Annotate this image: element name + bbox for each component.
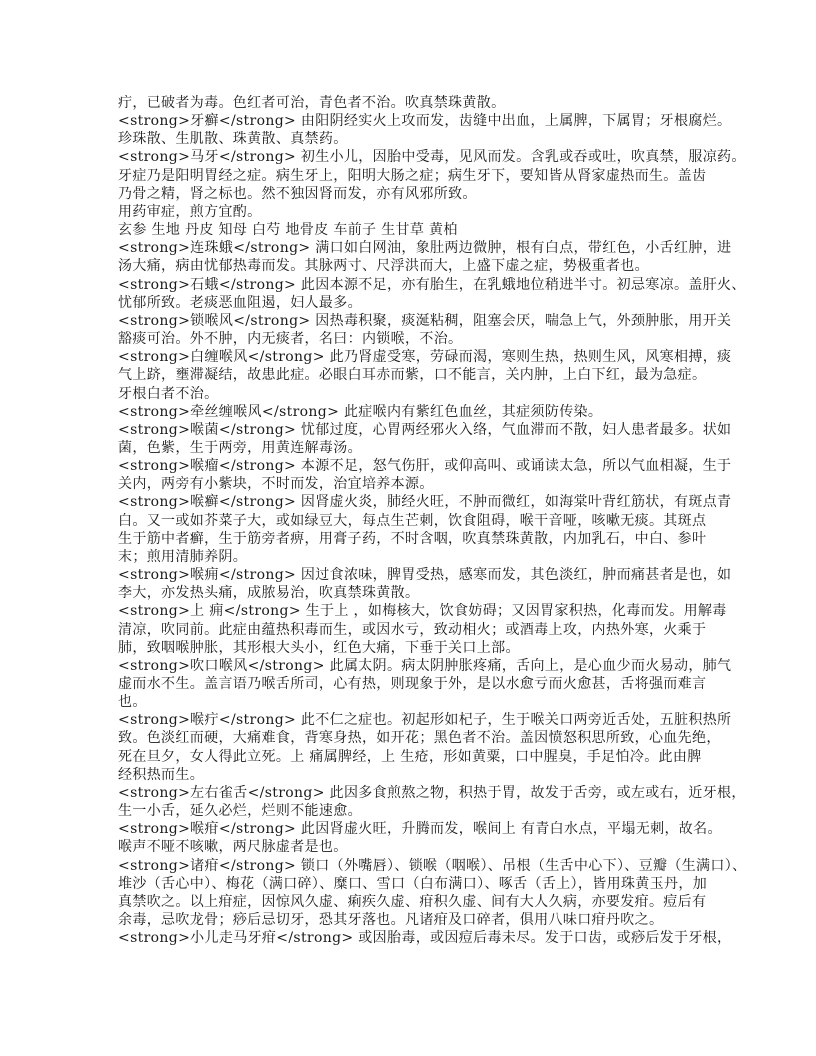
document-page	[118, 94, 747, 947]
text-line: 死在旦夕，女人得此立死。上 痛属脾经，上 生疮，形如黄粟，口中腥臭，手足怕冷。此由脾	[118, 748, 702, 765]
text-line: <strong>牵丝缠喉风</strong> 此症喉内有紫红色血丝，其症须防传染。	[118, 403, 603, 420]
text-line: 也。	[118, 694, 147, 711]
text-line: 生于筋中者癣，生于筋旁者痹，用膏子药，不时含咽，吹真禁珠黄散，内加乳石，中白、参叶	[118, 530, 707, 547]
text-line: <strong>喉痈</strong> 因过食浓味，脾胃受热，感寒而发，其色淡红，肿而痛甚者是也，如	[118, 567, 732, 584]
text-line: 珍珠散、生肌散、珠黄散、真禁药。	[118, 131, 348, 148]
text-line: <strong>喉癣</strong> 因肾虚火炎，肺经火旺，不肿而微红，如海棠叶背红筋状，有斑点青	[118, 494, 732, 511]
text-line: 菌，色紫，生于两旁，用黄连解毒汤。	[118, 439, 362, 456]
text-line: 汤大痛，病由忧郁热毒而发。其脉两寸、尺浮洪而大，上盛下虚之症，势极重者也。	[118, 258, 649, 275]
text-line: 致。色淡红而硬，大痛难食，背寒身热，如开花；黑色者不治。盖因愤怒积思所致，心血先绝，	[118, 730, 721, 747]
text-line: 疔，已破者为毒。色红者可治，青色者不治。吹真禁珠黄散。	[118, 95, 506, 111]
text-line: 用药审症，煎方宜酌。	[118, 203, 262, 220]
text-line: <strong>石蛾</strong> 此因本源不足，亦有胎生，在乳蛾地位稍进半寸。初忌寒凉。盖肝火、	[118, 276, 746, 293]
text-line: <strong>吹口喉风</strong> 此属太阴。病太阴肿胀疼痛，舌向上，是心血少而火易动，肺气	[118, 657, 732, 674]
text-line: <strong>小儿走马牙疳</strong> 或因胎毒，或因痘后毒未尽。发于口齿，或痧后发于牙根，	[118, 930, 732, 947]
text-line: 虚而水不生。盖言语乃喉舌所司，心有热，则现象于外，是以水愈亏而火愈甚，舌将强而难言	[118, 676, 707, 692]
text-line: <strong>喉疔</strong> 此不仁之症也。初起形如杞子，生于喉关口两旁近舌处，五脏积热所	[118, 712, 732, 729]
text-line: 气上跻，壅滞凝结，故患此症。必眼白耳赤而紫，口不能言，关内肿，上白下红，最为急症。	[118, 367, 707, 384]
text-line: 生一小舌，延久必烂，烂则不能速愈。	[118, 803, 362, 820]
text-line: <strong>马牙</strong> 初生小儿，因胎中受毒，见风而发。含乳或吞或吐，吹真禁，服凉药。	[118, 149, 746, 166]
text-line: 玄参 生地 丹皮 知母 白芍 地骨皮 车前子 生甘草 黄柏	[118, 222, 458, 239]
text-line: 清凉，吹同前。此症由蕴热积毒而生，或因水亏，致动相火；或酒毒上攻，内热外寒，火乘于	[118, 621, 707, 638]
text-line: <strong>喉疳</strong> 此因肾虚火旺，升腾而发，喉间上 有青白水点，平塌无刺，故名。	[118, 821, 722, 838]
text-line: 李大，亦发热头痛，成脓易治，吹真禁珠黄散。	[118, 585, 420, 602]
text-line: 牙症乃是阳明胃经之症。病生牙上，阳明大肠之症；病生牙下，要知皆从肾家虚热而生。盖齿	[118, 167, 707, 184]
text-line: <strong>连珠蛾</strong> 满口如白网油，象肚两边微肿，根有白点，带红色，小舌红肿，进	[118, 240, 732, 257]
text-line: <strong>牙癣</strong> 由阳阴经实火上攻而发，齿缝中出血，上属脾，下属胃；牙根腐烂。	[118, 113, 732, 130]
text-line: 经积热而生。	[118, 766, 205, 783]
text-line: 余毒，忌吹龙骨；痧后忌切牙，恐其牙落也。凡诸疳及口碎者，俱用八味口疳丹吹之。	[118, 912, 664, 929]
text-line: <strong>锁喉风</strong> 因热毒积聚，痰涎粘稠，阻塞会厌，喘急上气，外颈肿胀，用开关	[118, 312, 732, 329]
text-line: <strong>左右雀舌</strong> 此因多食煎熬之物，积热于胃，故发于舌旁，或左或右，近牙根，	[118, 784, 746, 801]
text-line: 关内，两旁有小紫块，不时而发，治宜培养本源。	[118, 476, 434, 493]
text-line: <strong>喉瘤</strong> 本源不足，怒气伤肝，或仰高叫、或诵读太急，所以气血相凝，生于	[118, 458, 732, 475]
text-line: 白。又一或如芥菜子大，或如绿豆大，每点生芒刺，饮食阻碍，喉干音哑，咳嗽无痰。其斑点	[118, 512, 707, 529]
text-line: 豁痰可治。外不肿，内无痰者，名曰：内锁喉，不治。	[118, 331, 463, 348]
text-line: <strong>上 痈</strong> 生于上 ，如梅核大，饮食妨碍；又因胃家积热，化毒而发。用解毒	[118, 603, 727, 620]
text-line: 牙根白者不治。	[118, 385, 219, 402]
text-line: <strong>喉菌</strong> 忧郁过度，心胃两经邪火入络，气血滞而不散，妇人患者最多。状如	[118, 421, 732, 438]
text-line: 末；煎用清肺养阴。	[118, 548, 248, 565]
text-line: <strong>白缠喉风</strong> 此乃肾虚受寒，劳碌而渴，寒则生热，热则生风，风寒相搏，痰	[118, 349, 732, 366]
text-line: 肺，致咽喉肿胀，其形根大头小，红色大痛，下垂于关口上部。	[118, 639, 520, 656]
text-line: 忧郁所致。老痰恶血阻遏，妇人最多。	[118, 294, 362, 311]
text-line: <strong>诸疳</strong> 锁口（外嘴唇）、锁喉（咽喉）、吊根（生舌中心下）、豆瓣（生满口）、	[118, 857, 747, 874]
text-line: 真禁吹之。以上疳症，因惊风久虚、痢疾久虚、疳积久虚、间有大人久病，亦要发疳。痘后有	[118, 893, 707, 910]
text-line: 乃骨之精，肾之标也。然不独因肾而发，亦有风邪所致。	[118, 185, 477, 202]
text-line: 喉声不哑不咳嗽，两尺脉虚者是也。	[118, 839, 348, 856]
text-line: 堆沙（舌心中）、梅花（满口碎）、糜口、雪口（白布满口）、啄舌（舌上），皆用珠黄玉丹，加	[118, 875, 708, 892]
